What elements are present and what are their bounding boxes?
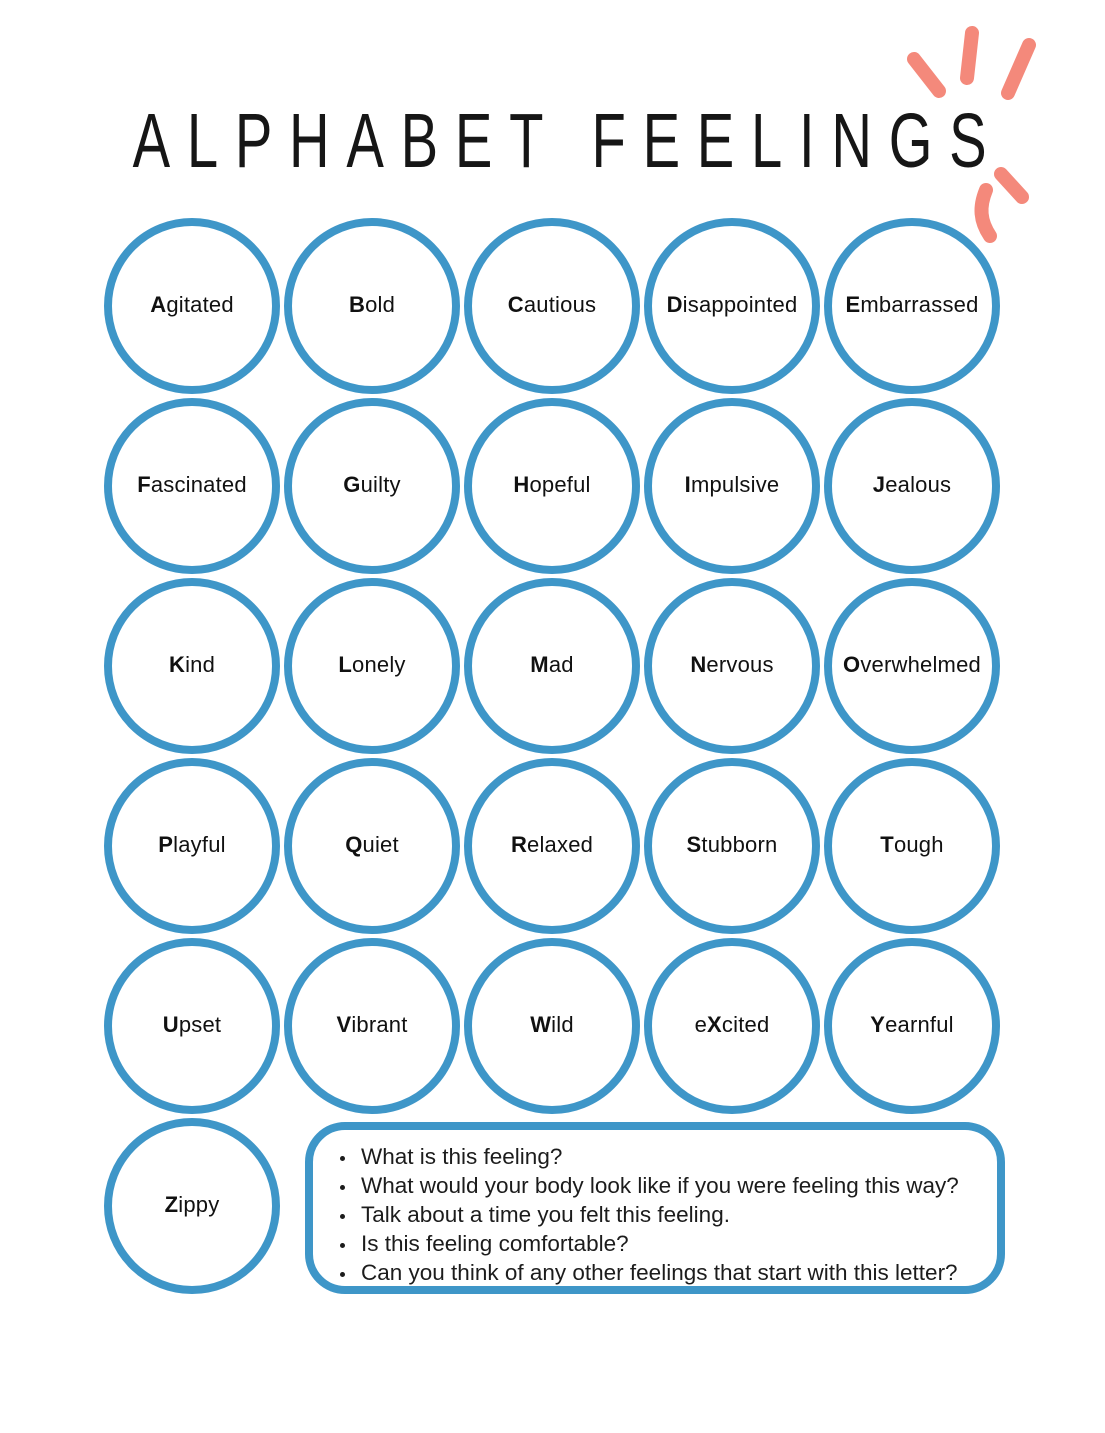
discussion-question: • Is this feeling comfortable? xyxy=(357,1229,983,1258)
feeling-label: Wild xyxy=(530,1012,574,1037)
feeling-circle-wild xyxy=(464,938,640,1114)
feeling-label: Kind xyxy=(168,652,216,677)
feeling-circle-tough xyxy=(824,758,1000,934)
feeling-label: Embarrassed xyxy=(845,292,979,317)
feeling-circle-nervous xyxy=(644,578,820,754)
feeling-circle-fascinated xyxy=(104,398,280,574)
discussion-question: • What is this feeling? xyxy=(357,1142,983,1171)
feeling-circle-impulsive xyxy=(644,398,820,574)
feeling-circle-mad xyxy=(464,578,640,754)
feeling-label: Quiet xyxy=(345,832,399,857)
feeling-circle-excited xyxy=(644,938,820,1114)
feeling-circle-cautious xyxy=(464,218,640,394)
feeling-label: Yearnful xyxy=(870,1012,954,1037)
feeling-label: Hopeful xyxy=(513,472,591,497)
feeling-circle-kind xyxy=(104,578,280,754)
feeling-label: Zippy xyxy=(164,1192,220,1217)
feeling-label: Lonely xyxy=(338,652,406,677)
feeling-label: Cautious xyxy=(507,292,597,317)
discussion-box xyxy=(305,1122,1005,1294)
page-title: ALPHABET FEELINGS xyxy=(132,97,1004,184)
feeling-circle-guilty xyxy=(284,398,460,574)
feeling-circle-embarrassed xyxy=(824,218,1000,394)
feeling-label: Tough xyxy=(880,832,944,857)
discussion-question: • Can you think of any other feelings that start with this letter? xyxy=(357,1258,983,1287)
feeling-circle-upset xyxy=(104,938,280,1114)
feeling-circle-yearnful xyxy=(824,938,1000,1114)
feeling-label: Agitated xyxy=(150,292,234,317)
feeling-circle-playful xyxy=(104,758,280,934)
feeling-label: Upset xyxy=(162,1012,222,1037)
feeling-circle-bold xyxy=(284,218,460,394)
feeling-label: Overwhelmed xyxy=(843,652,981,677)
feeling-label: Vibrant xyxy=(336,1012,408,1037)
feeling-circle-quiet xyxy=(284,758,460,934)
feeling-circle-disappointed xyxy=(644,218,820,394)
feeling-label: Mad xyxy=(530,652,574,677)
feeling-circle-hopeful xyxy=(464,398,640,574)
feeling-label: Fascinated xyxy=(137,472,247,497)
discussion-question: • What would your body look like if you were feeling this way? xyxy=(357,1171,983,1200)
feeling-label: Guilty xyxy=(343,472,401,497)
feeling-circle-stubborn xyxy=(644,758,820,934)
feeling-circle-vibrant xyxy=(284,938,460,1114)
feeling-circle-lonely xyxy=(284,578,460,754)
feeling-label: Playful xyxy=(158,832,226,857)
feeling-circle-jealous xyxy=(824,398,1000,574)
feeling-circle-relaxed xyxy=(464,758,640,934)
discussion-question: • Talk about a time you felt this feeling. xyxy=(357,1200,983,1229)
feeling-label: Jealous xyxy=(872,472,952,497)
feeling-circle-agitated xyxy=(104,218,280,394)
feeling-label: Disappointed xyxy=(666,292,798,317)
feeling-circle-zippy xyxy=(104,1118,280,1294)
feeling-label: eXcited xyxy=(694,1012,770,1037)
feeling-label: Stubborn xyxy=(686,832,778,857)
feeling-label: Impulsive xyxy=(684,472,780,497)
feeling-circle-overwhelmed xyxy=(824,578,1000,754)
feeling-label: Relaxed xyxy=(510,832,594,857)
discussion-question-list xyxy=(313,1142,997,1287)
feeling-label: Bold xyxy=(348,292,396,317)
feeling-label: Nervous xyxy=(690,652,774,677)
